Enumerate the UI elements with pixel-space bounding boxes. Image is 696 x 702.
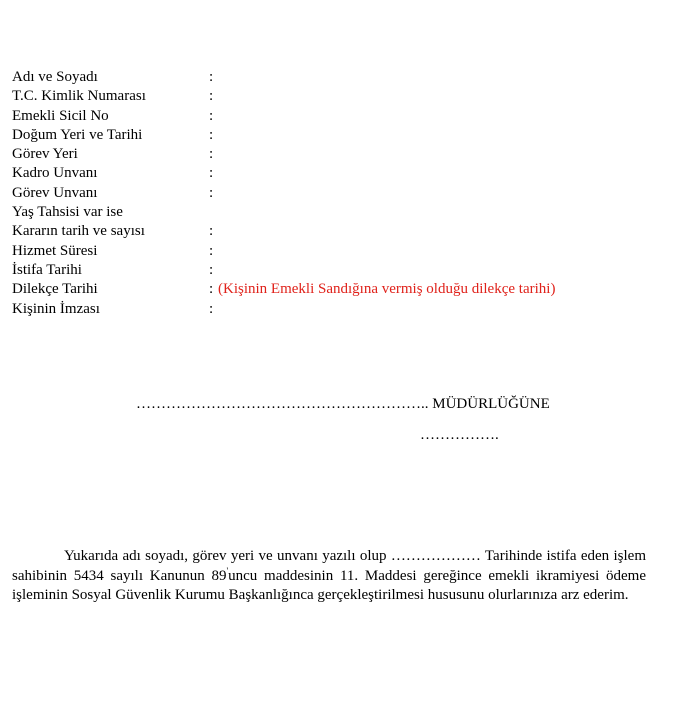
- field-colon: :: [209, 281, 214, 298]
- field-label: Kadro Unvanı: [12, 165, 98, 182]
- field-colon: :: [209, 300, 214, 317]
- field-row-cadre-title: [12, 164, 682, 183]
- field-row-duty-title: [12, 184, 682, 203]
- field-label: Görev Unvanı: [12, 184, 98, 201]
- field-label: Dilekçe Tarihi: [12, 281, 98, 298]
- petition-body-text: [12, 547, 646, 606]
- body-text-apostrophe: ': [226, 565, 229, 576]
- personal-info-fields: [12, 68, 682, 319]
- field-colon: :: [209, 126, 214, 143]
- field-row-resignation-date: [12, 261, 682, 280]
- field-row-name: [12, 68, 682, 87]
- field-colon: :: [209, 69, 214, 85]
- field-label: İstifa Tarihi: [12, 261, 82, 278]
- field-colon: :: [209, 184, 214, 201]
- field-row-decision: [12, 222, 682, 241]
- field-row-signature: [12, 300, 682, 319]
- field-label: Hizmet Süresi: [12, 242, 98, 259]
- petition-date-note: (Kişinin Emekli Sandığına vermiş olduğu dilekçe tarihi): [218, 281, 556, 298]
- field-row-pension-no: [12, 107, 682, 126]
- addressee-subline: …………….: [420, 427, 499, 443]
- field-colon: :: [209, 88, 214, 105]
- field-row-age-allocation: [12, 203, 682, 222]
- field-label: Kişinin İmzası: [12, 300, 100, 317]
- body-text-part2: uncu maddesinin 11. Maddesi gereğince emekli ikramiyesi ödeme işleminin Sosyal Güvenlik Kurumu Başkanlığınca gerçekleştirilmesi hususunu olurlarınıza arz ederim.: [12, 567, 646, 603]
- field-label: Görev Yeri: [12, 146, 78, 163]
- field-row-duty-place: [12, 145, 682, 164]
- field-label: Kararın tarih ve sayısı: [12, 223, 145, 240]
- field-colon: :: [209, 146, 214, 163]
- field-colon: :: [209, 223, 214, 240]
- field-label: Emekli Sicil No: [12, 107, 109, 124]
- field-colon: :: [209, 107, 214, 124]
- body-text-part1: Yukarıda adı soyadı, görev yeri ve unvanı yazılı olup ……………… Tarihinde istifa eden işlem sahibinin 5434 sayılı Kanunun 89: [12, 548, 646, 584]
- field-label: Doğum Yeri ve Tarihi: [12, 126, 143, 143]
- field-row-petition-date: [12, 280, 682, 299]
- field-label: Yaş Tahsisi var ise: [12, 204, 123, 221]
- field-row-birth: [12, 126, 682, 145]
- field-colon: :: [209, 165, 214, 182]
- field-label: Adı ve Soyadı: [12, 69, 98, 85]
- field-row-service-time: [12, 242, 682, 261]
- field-row-tc-id: [12, 87, 682, 106]
- field-label: T.C. Kimlik Numarası: [12, 88, 146, 105]
- addressee-line: ………………………………………………….. MÜDÜRLÜĞÜNE: [136, 396, 550, 412]
- field-colon: :: [209, 242, 214, 259]
- field-colon: :: [209, 261, 214, 278]
